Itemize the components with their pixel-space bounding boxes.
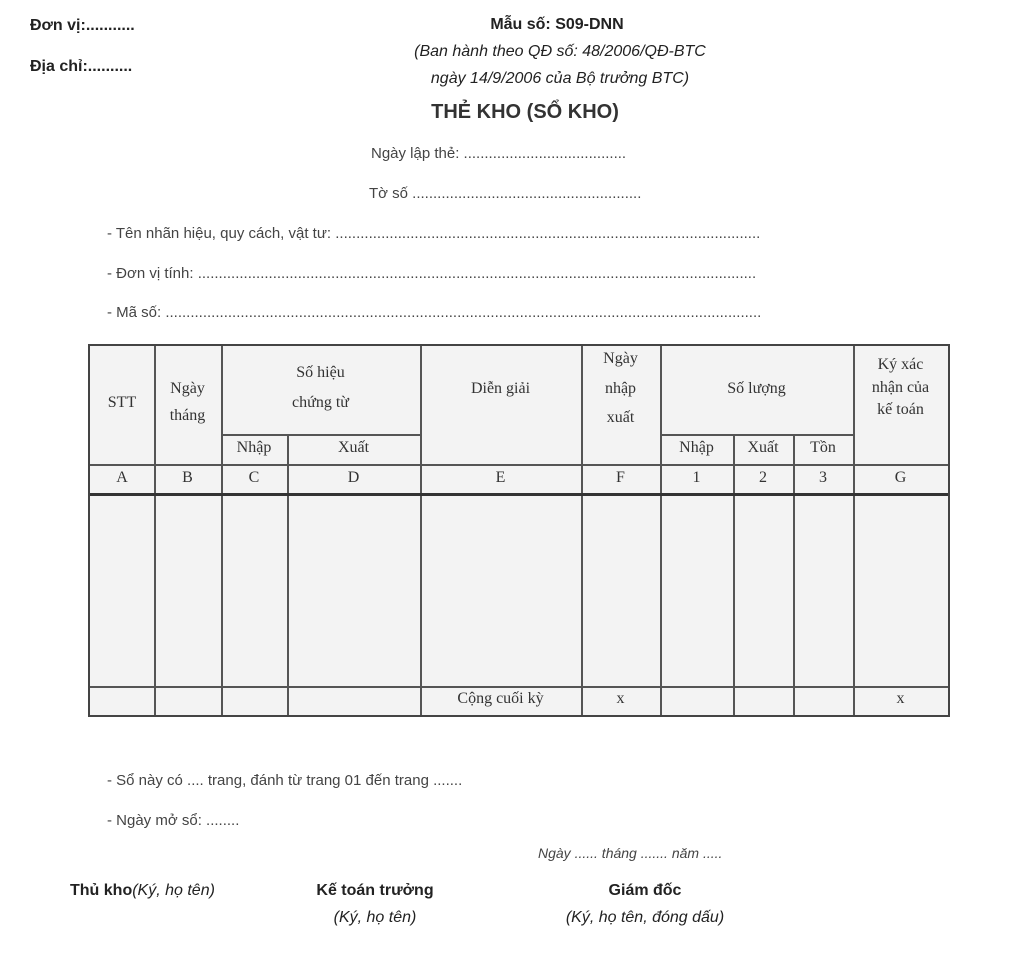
storekeeper-signature — [70, 882, 215, 900]
storekeeper-title: Thủ kho — [70, 882, 133, 899]
code-cell: G — [894, 469, 907, 486]
card-date-field: Ngày lập thẻ: ....................................... — [371, 145, 627, 162]
code-cell: B — [182, 469, 193, 486]
header-nhap: Nhập — [236, 439, 272, 456]
chief-accountant-sub: (Ký, họ tên) — [333, 909, 417, 926]
code-field: - Mã số: ............................................................................................................................................... — [107, 304, 762, 321]
brand-spec-field: - Tên nhãn hiệu, quy cách, vật tư: ...................................................................................................... — [107, 225, 761, 242]
director-sub: (Ký, họ tên, đóng dấu) — [565, 909, 725, 926]
header-so-hieu-1: Số hiệu — [296, 364, 345, 381]
storekeeper-sub: (Ký, họ tên) — [132, 882, 215, 899]
issuance-line-2: ngày 14/9/2006 của Bộ trưởng BTC) — [430, 70, 690, 87]
header-ky-xac-nhan-1: Ký xác — [877, 356, 924, 373]
header-ngay-thang-1: Ngày — [170, 380, 205, 397]
header-ngay-nx-1: Ngày — [603, 350, 638, 367]
code-cell: A — [116, 469, 128, 486]
code-cell: D — [347, 469, 360, 486]
document-title: THẺ KHO (SỔ KHO) — [431, 101, 619, 123]
header-ngay-nx-2: nhập — [604, 380, 637, 397]
code-cell: F — [616, 469, 625, 486]
header-sl-ton: Tồn — [810, 439, 836, 456]
issuance-line-1: (Ban hành theo QĐ số: 48/2006/QĐ-BTC — [414, 43, 706, 60]
header-sl-xuat: Xuất — [747, 439, 779, 456]
header-ky-xac-nhan-2: nhận của — [871, 379, 930, 396]
header-so-luong: Số lượng — [727, 380, 786, 397]
header-ngay-thang-2: tháng — [169, 407, 206, 424]
header-so-hieu-2: chứng từ — [292, 394, 349, 411]
page-count-note: - Sổ này có .... trang, đánh từ trang 01 đến trang ....... — [107, 772, 463, 789]
period-total-x-g: x — [896, 690, 905, 707]
period-total-label: Cộng cuối kỳ — [457, 690, 544, 707]
header-dien-giai: Diễn giải — [470, 380, 531, 397]
header-ky-xac-nhan-3: kế toán — [877, 401, 924, 418]
chief-accountant-title: Kế toán trưởng — [316, 882, 434, 899]
form-code: Mẫu số: S09-DNN — [490, 16, 624, 33]
header-stt: STT — [107, 394, 137, 411]
open-date-note: - Ngày mở sổ: ........ — [107, 812, 240, 829]
signature-date: Ngày ...... tháng ....... năm ..... — [538, 845, 723, 861]
don-vi-label: Đơn vị:........... — [30, 17, 135, 34]
unit-field: - Đơn vị tính: ...................................................................................................................................... — [107, 265, 757, 282]
code-cell: 1 — [692, 469, 701, 486]
director-title: Giám đốc — [608, 882, 682, 899]
period-total-x-f: x — [616, 690, 625, 707]
header-sl-nhap: Nhập — [679, 439, 714, 456]
header-ngay-nx-3: xuất — [606, 409, 635, 426]
code-cell: E — [495, 469, 506, 486]
code-cell: 3 — [819, 469, 827, 486]
header-xuat: Xuất — [337, 439, 370, 456]
code-cell: 2 — [759, 469, 767, 486]
sheet-number-field: Tờ số ....................................................... — [369, 185, 642, 202]
stock-card-table — [88, 344, 950, 717]
dia-chi-label: Địa chỉ:.......... — [30, 58, 133, 75]
code-cell: C — [248, 469, 260, 486]
